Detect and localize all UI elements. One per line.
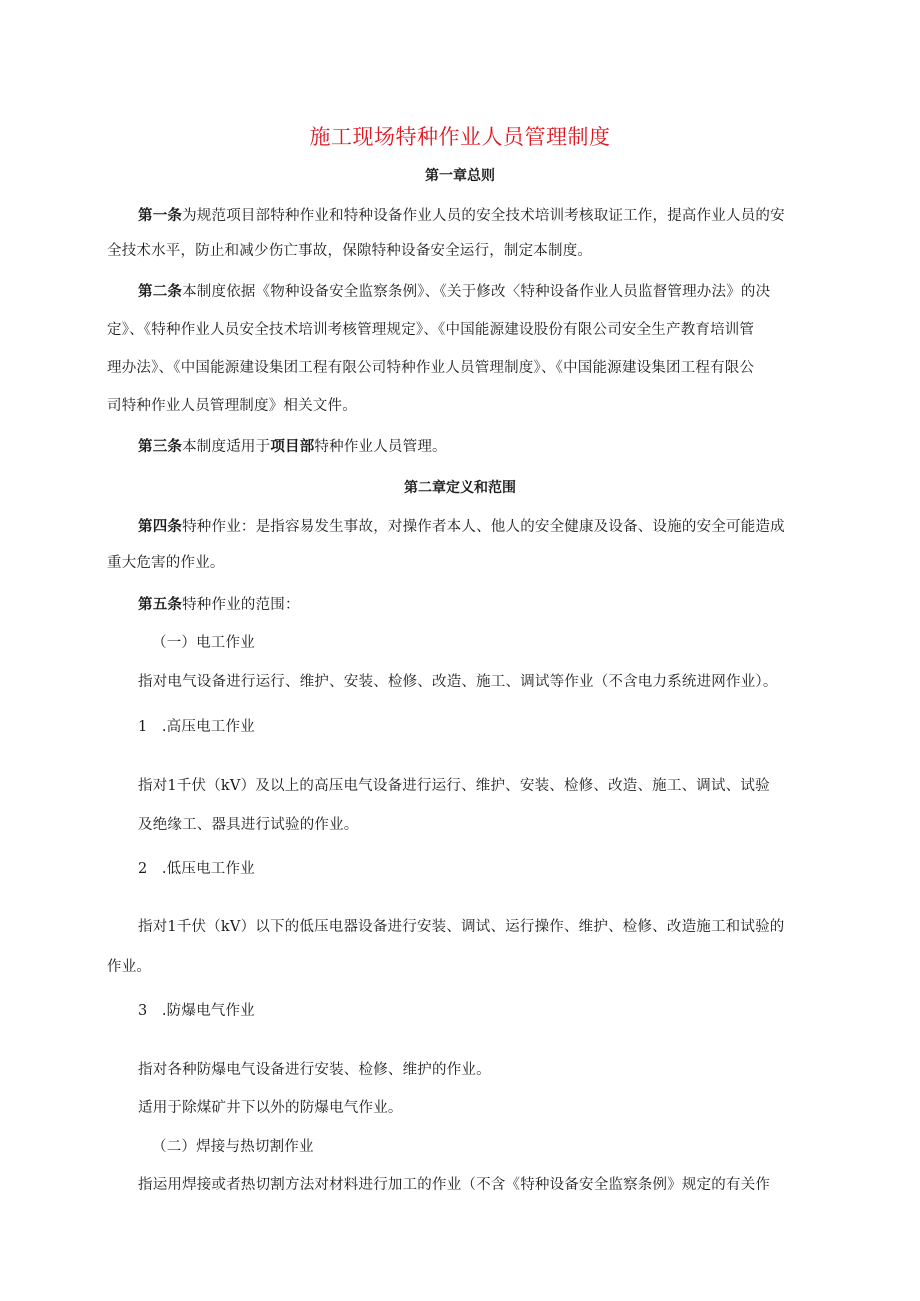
item-1-line-2: 及绝缘工、器具进行试验的作业。	[138, 817, 359, 833]
article-3-text-a: 本制度适用于	[182, 439, 271, 455]
article-1-text-1: 为规范项目部特种作业和特种设备作业人员的安全技术培训考核取证工作，提高作业人员的安	[182, 208, 785, 224]
section-2-heading: （二）焊接与热切割作业	[152, 1139, 314, 1155]
item-1-number: 1	[138, 719, 148, 735]
article-5-text: 特种作业的范围：	[182, 597, 300, 613]
article-2-line-1	[138, 282, 770, 302]
article-5-label: 第五条	[138, 597, 183, 613]
item-2-title: .低压电工作业	[161, 861, 255, 877]
chapter-1-heading: 第一章总则	[425, 168, 495, 184]
item-3-heading	[138, 1001, 255, 1021]
item-3-line-2: 适用于除煤矿井下以外的防爆电气作业。	[138, 1100, 403, 1116]
article-2-label: 第二条	[138, 284, 183, 300]
item-3-number: 3	[138, 1003, 148, 1019]
section-1-heading: （一）电工作业	[152, 635, 255, 651]
article-5-line	[138, 595, 300, 615]
article-3-label: 第三条	[138, 439, 183, 455]
item-1-title: .高压电工作业	[161, 719, 255, 735]
article-1-line-2: 全技术水平，防止和减少伤亡事故，保隙特种设备安全运行，制定本制度。	[107, 243, 593, 259]
article-4-label: 第四条	[138, 519, 183, 535]
article-3-bold: 项目部	[270, 439, 315, 455]
article-2-line-4: 司特种作业人员管理制度》相关文件。	[107, 398, 357, 414]
item-2-line-1: 指对1千伏（kV）以下的低压电器设备进行安装、调试、运行操作、维护、检修、改造施工和试验的	[138, 919, 785, 935]
section-1-desc: 指对电气设备进行运行、维护、安装、检修、改造、施工、调试等作业（不含电力系统进网作业）。	[138, 674, 778, 690]
article-4-line-1	[138, 517, 785, 537]
article-3-line	[138, 437, 447, 457]
section-2-desc: 指运用焊接或者热切割方法对材料进行加工的作业（不含《特种设备安全监察条例》规定的有关作	[138, 1177, 771, 1193]
item-3-line-1: 指对各种防爆电气设备进行安装、检修、维护的作业。	[138, 1062, 491, 1078]
article-2-line-3: 理办法》、《中国能源建设集团工程有限公司特种作业人员管理制度》、《中国能源建设集团工程有限公	[107, 360, 755, 376]
article-1-label: 第一条	[138, 208, 183, 224]
chapter-2-heading: 第二章定义和范围	[404, 480, 516, 496]
document-title: 施工现场特种作业人员管理制度	[309, 125, 611, 149]
item-1-heading	[138, 717, 255, 737]
item-2-heading	[138, 859, 255, 879]
article-1-line-1	[138, 206, 785, 226]
article-4-text-1: 特种作业：是指容易发生事故，对操作者本人、他人的安全健康及设备、设施的安全可能造成	[182, 519, 785, 535]
item-2-number: 2	[138, 861, 148, 877]
article-3-text-b: 特种作业人员管理。	[314, 439, 447, 455]
item-2-line-2: 作业。	[107, 959, 152, 975]
article-2-text-1: 本制度依据《物种设备安全监察条例》、《关于修改〈特种设备作业人员监督管理办法》的决	[182, 284, 771, 300]
article-4-line-2: 重大危害的作业。	[107, 555, 225, 571]
item-3-title: .防爆电气作业	[161, 1003, 255, 1019]
article-2-line-2: 定》、《特种作业人员安全技术培训考核管理规定》、《中国能源建设股份有限公司安全生产教育培训管	[107, 322, 755, 338]
item-1-line-1: 指对1千伏（kV）及以上的高压电气设备进行运行、维护、安装、检修、改造、施工、调试、试验	[138, 778, 770, 794]
